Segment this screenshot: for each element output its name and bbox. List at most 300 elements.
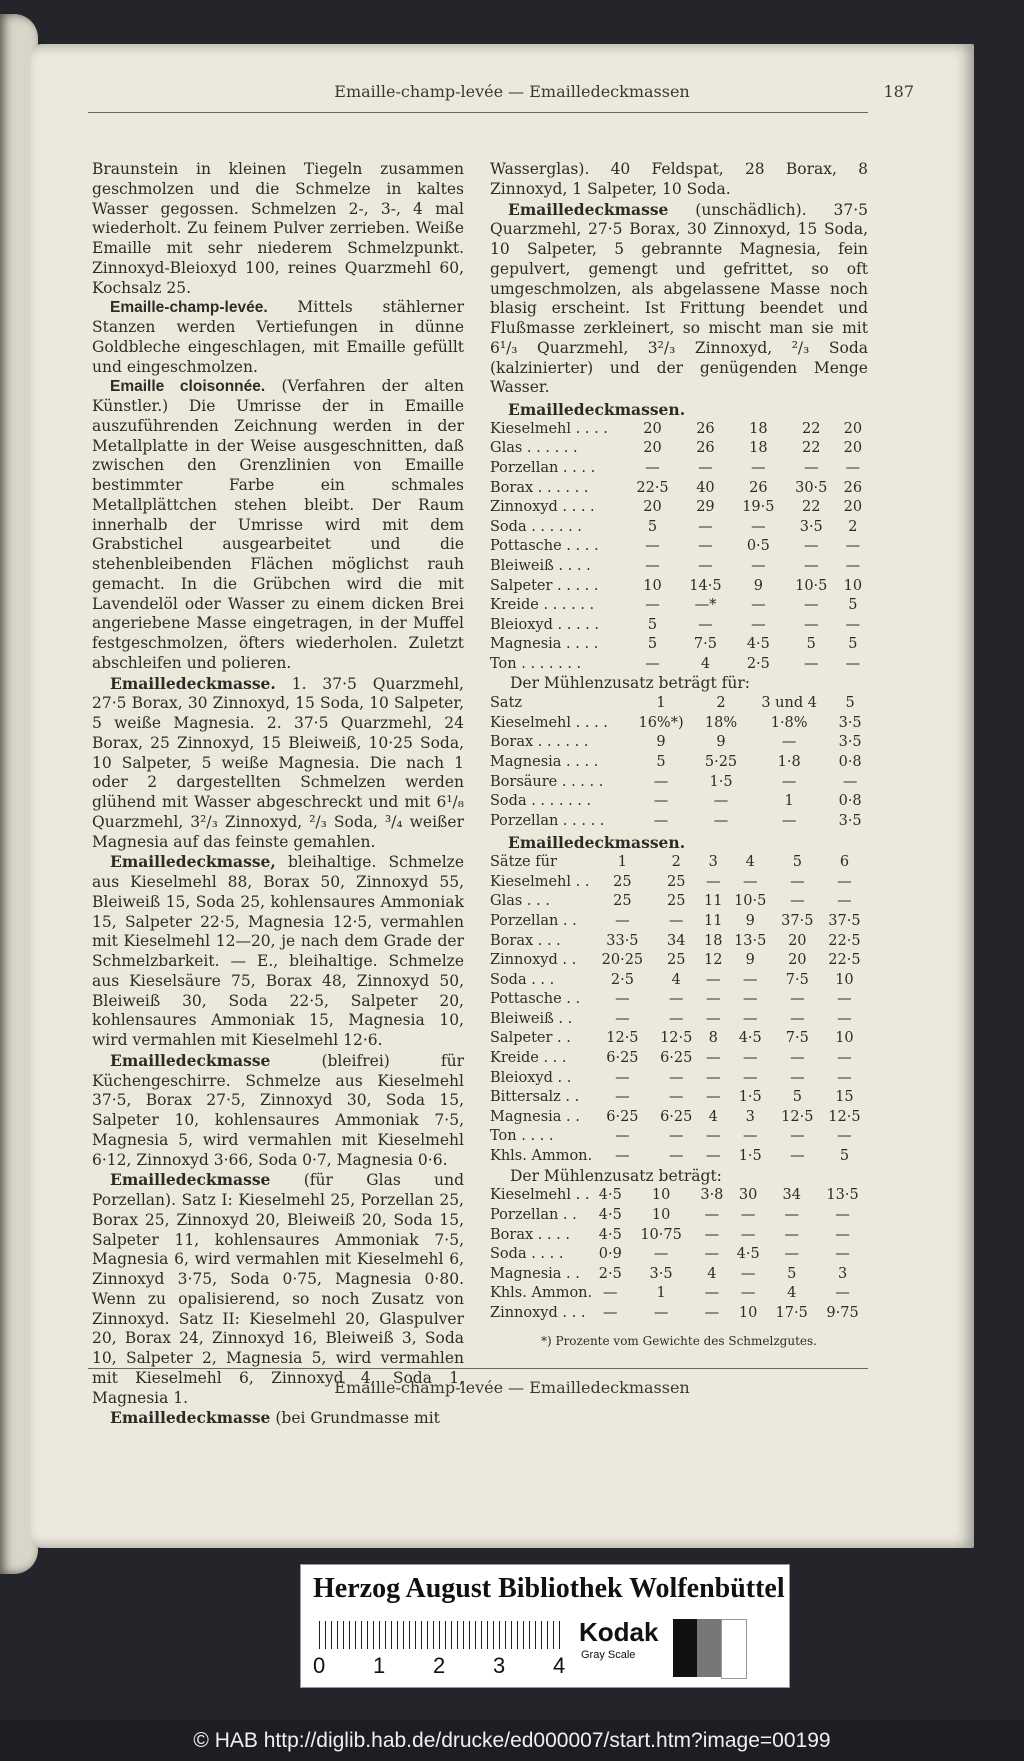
table-row: [490, 498, 868, 518]
table-cell: 2·5: [598, 1265, 622, 1282]
table-cell: 3·5: [799, 518, 823, 535]
row-label: Soda . . . . . .: [490, 518, 582, 535]
table-row: [490, 1265, 868, 1285]
table-cell: —: [742, 873, 758, 890]
table-cell: 12·5: [660, 1030, 693, 1047]
table-cell: —: [668, 1089, 684, 1106]
table-cell: —: [790, 873, 805, 890]
entry-heading: Emaille cloisonnée.: [110, 378, 266, 396]
table-cell: 2·5: [610, 971, 634, 988]
table-cell: 26: [696, 420, 715, 437]
table-cell: 25: [613, 893, 632, 910]
header-cell: 5: [845, 695, 855, 712]
entry-heading: Emailledeckmasse.: [110, 673, 276, 693]
table-cell: 0·9: [598, 1246, 622, 1263]
entry-text: (für Glas und Porzellan). Satz I: Kieselmehl 25, Porzellan 25, Borax 25, Zinnoxyd 20, Bleiweiß 20, Soda 15, Salpeter 11, kohlensaures Ammoniak 7·5, Magnesia 6, wird vermahlen mit Kieselmehl 6, Zinnoxyd 3·75, Soda 0·75, Magnesia 0·80. Wenn zu opalisierend, so noch Zusatz von Zinnoxyd. Satz II: Kieselmehl 20, Glaspulver 20, Borax 24, Zinnoxyd 16, Bleiweiß 3, Soda 10, Salpeter 2, Magnesia 5, wird vermahlen mit Kieselmehl 6, Zinnoxyd 4, Soda 1, Magnesia 1.: [92, 1171, 464, 1407]
library-name: Herzog August Bibliothek Wolfenbüttel: [313, 1573, 785, 1604]
row-label: Zinnoxyd . . .: [490, 1304, 586, 1321]
gray-patch-white: [721, 1619, 747, 1679]
table-cell: 8: [708, 1030, 718, 1047]
table-cell: 4: [707, 1265, 717, 1282]
table-header-row: [490, 853, 868, 873]
mill-label: Der Mühlenzusatz beträgt für:: [510, 674, 750, 693]
table-row: [490, 951, 868, 971]
row-label: Magnesia . . . .: [490, 636, 599, 653]
table-cell: —: [615, 912, 630, 929]
table-cell: 3·5: [838, 734, 862, 751]
table-cell: 10: [835, 1030, 854, 1047]
table-cell: 17·5: [775, 1304, 808, 1321]
paragraph: [92, 674, 464, 853]
table-cell: 26: [696, 440, 715, 457]
table-cell: 0·8: [838, 754, 862, 770]
header-cell: 1: [617, 854, 628, 871]
gray-patch-black: [673, 1619, 697, 1677]
entry-text: (bei Grundmasse mit: [275, 1409, 440, 1428]
row-label: Pottasche . .: [490, 991, 581, 1008]
table-cell: 25: [666, 952, 686, 969]
table-cell: 18: [749, 440, 768, 457]
table-cell: —: [653, 793, 669, 810]
table-cell: 20: [643, 440, 662, 457]
table-cell: 4·5: [736, 1246, 760, 1263]
table-cell: —: [704, 1226, 720, 1243]
row-label: Ton . . . .: [490, 1128, 554, 1145]
table-cell: —: [845, 616, 861, 633]
table-cell: 5: [647, 518, 658, 535]
kodak-logo: Kodak: [579, 1617, 659, 1647]
left-page-margin-text: [0, 120, 30, 1380]
table-cell: 10: [843, 577, 863, 594]
right-column: [490, 160, 868, 1351]
table-cell: 3: [745, 1108, 755, 1125]
table-cell: —: [705, 991, 721, 1008]
table-cell: —: [668, 1148, 684, 1165]
table-cell: —: [740, 1226, 756, 1243]
table-cell: —: [704, 1285, 720, 1302]
table-cell: —: [790, 1069, 805, 1086]
row-label: Zinnoxyd . . . .: [490, 499, 595, 516]
row-label: Porzellan . . . . .: [490, 812, 605, 829]
table-row: [490, 812, 868, 832]
table-cell: 14·5: [689, 577, 722, 594]
table-row: [490, 753, 868, 773]
table-row: [490, 1226, 868, 1246]
table-cell: 2: [848, 518, 858, 535]
table-cell: —: [784, 1226, 799, 1243]
paragraph: [92, 377, 464, 673]
table-cell: —: [790, 1148, 805, 1165]
table-cell: 10: [651, 1206, 671, 1223]
table-cell: 4: [671, 971, 681, 988]
table-cell: 9·75: [826, 1304, 859, 1321]
table-row: [490, 596, 868, 616]
table-cell: 20·25: [601, 952, 644, 969]
ruler-number: 0: [313, 1653, 326, 1678]
table-cell: 11: [703, 912, 723, 929]
row-label: Kieselmehl . . . .: [490, 714, 608, 731]
row-label: Magnesia . .: [490, 1265, 580, 1282]
table-cell: —: [740, 1285, 756, 1302]
table-cell: —: [790, 1050, 805, 1067]
table-cell: —: [751, 459, 766, 476]
table-cell: —: [653, 1304, 669, 1321]
table-cell: —: [842, 773, 858, 790]
row-label: Borax . . . . . .: [490, 734, 589, 751]
table-cell: 34: [782, 1187, 801, 1204]
table-cell: 9: [716, 734, 726, 751]
table-cell: —: [705, 1069, 721, 1086]
table-cell: —: [835, 1226, 850, 1243]
mill-label: Der Mühlenzusatz beträgt:: [510, 1166, 722, 1185]
table-cell: —: [837, 1069, 852, 1086]
table-cell: —: [668, 912, 684, 929]
table-row: [490, 1284, 868, 1304]
table-cell: —: [653, 773, 669, 790]
row-label: Kreide . . .: [490, 1050, 567, 1067]
head-rule: [88, 112, 868, 113]
table-cell: —: [705, 1128, 721, 1145]
paragraph: [92, 852, 464, 1051]
table-cell: —: [698, 459, 713, 476]
ruler-number: 4: [553, 1653, 566, 1678]
table-row: [490, 792, 868, 812]
table-cell: 11: [703, 893, 723, 910]
table-row: [490, 537, 868, 557]
table-cell: 9: [656, 734, 666, 751]
table-row: [490, 1206, 868, 1226]
table-cell: 22: [802, 420, 821, 437]
recipe-table: [490, 420, 868, 675]
table-cell: —: [704, 1206, 720, 1223]
table-cell: —: [615, 1069, 630, 1086]
table-cell: 13·5: [734, 932, 767, 949]
table-cell: 1·5: [738, 1089, 762, 1106]
table-cell: 1: [656, 1285, 666, 1302]
table-cell: 5: [656, 754, 666, 770]
table-cell: 4: [700, 655, 711, 672]
table-cell: —: [781, 773, 797, 790]
row-label: Borax . . . .: [490, 1226, 571, 1243]
table-row: [490, 616, 868, 636]
recipe-table: [490, 694, 868, 831]
recipe-table: [490, 853, 868, 1167]
table-row: [490, 1049, 868, 1069]
ruler-number: 3: [493, 1653, 506, 1678]
table-cell: —: [645, 597, 660, 614]
table-cell: 20: [643, 499, 662, 516]
table-row: [490, 1069, 868, 1089]
table-row: [490, 892, 868, 912]
table-cell: —: [845, 655, 861, 672]
table-cell: 13·5: [826, 1187, 859, 1204]
table-cell: —: [837, 991, 852, 1008]
table-cell: 3·5: [649, 1265, 673, 1282]
table-cell: 40: [696, 479, 715, 496]
table-cell: 0·5: [746, 538, 770, 555]
table-row: [490, 439, 868, 459]
gray-patch-mid: [697, 1619, 721, 1677]
table-cell: —: [645, 538, 660, 555]
table-row: [490, 971, 868, 991]
entry-text: 1. 37·5 Quarzmehl, 27·5 Borax, 30 Zinnoxyd, 15 Soda, 10 Salpeter, 5 weiße Magnesia. 2. 37·5 Quarzmehl, 24 Borax, 25 Zinnoxyd, 15 Bleiweiß, 10·25 Soda, 10 Salpeter, 5 weiße Magnesia. Die nach 1 oder 2 dargestellten Schmelzen werden glühend mit Wasser abgeschreckt und mit 6¹/₈ Quarzmehl, 3²/₃ Zinnoxyd, ²/₃ Soda, ³/₄ weißer Magnesia auf das feinste gemahlen.: [92, 674, 464, 851]
table-cell: 20: [843, 499, 863, 516]
table-cell: 9: [753, 577, 763, 594]
table-cell: —: [804, 459, 819, 476]
table-row: [490, 635, 868, 655]
header-cell: Sätze für: [490, 854, 557, 871]
table-row: [490, 1186, 868, 1206]
table-cell: 4·5: [598, 1206, 622, 1223]
row-label: Kieselmehl . .: [490, 1187, 590, 1204]
table-cell: 5: [848, 597, 858, 614]
table-cell: 3·5: [838, 812, 862, 829]
table-cell: —: [837, 1010, 852, 1027]
table-cell: —: [837, 1050, 852, 1067]
header-cell: 2: [671, 854, 681, 871]
table-cell: —: [704, 1304, 720, 1321]
entry-heading: Emaille-champ-levée.: [110, 299, 268, 317]
table-cell: 2·5: [746, 655, 770, 672]
table-cell: 3·5: [838, 714, 862, 731]
table-cell: 20: [788, 952, 807, 969]
table-cell: —: [837, 1128, 852, 1145]
table-cell: —: [804, 557, 819, 574]
paragraph: [490, 200, 868, 399]
table-cell: 12: [703, 952, 723, 969]
table-heading: Emailledeckmassen.: [508, 833, 686, 853]
table-cell: 18%: [704, 714, 738, 731]
table-cell: —: [713, 812, 729, 829]
row-label: Salpeter . . . . .: [490, 577, 599, 594]
table-cell: 5·25: [704, 754, 738, 770]
table-cell: —: [804, 538, 819, 555]
table-cell: 6·25: [660, 1050, 693, 1067]
table-row: [490, 479, 868, 499]
table-cell: —: [705, 1089, 721, 1106]
row-label: Kieselmehl . .: [490, 873, 590, 890]
entry-text: (bleifrei) für Küchengeschirre. Schmelze aus Kieselmehl 37·5, Borax 27·5, Zinnoxyd 30, Soda 15, Salpeter 10, kohlensaures Ammoniak 7·5, Magnesia 5, wird vermahlen mit Kieselmehl 6·12, Zinnoxyd 3·66, Soda 0·7, Magnesia 0·6.: [92, 1051, 464, 1169]
table-cell: 7·5: [785, 971, 809, 988]
table-cell: —: [615, 1010, 630, 1027]
table-cell: 4·5: [738, 1030, 762, 1047]
row-label: Khls. Ammon.: [490, 1148, 593, 1165]
table-cell: —: [603, 1285, 618, 1302]
table-cell: 10: [651, 1187, 671, 1204]
table-cell: —: [615, 1089, 630, 1106]
table-cell: 26: [749, 479, 768, 496]
table-cell: —: [781, 812, 797, 829]
running-head: [0, 82, 1024, 106]
table-row: [490, 1147, 868, 1167]
table-cell: —: [653, 812, 669, 829]
row-label: Kreide . . . . . .: [490, 597, 595, 614]
table-cell: 25: [613, 873, 632, 890]
table-cell: 10: [835, 971, 854, 988]
table-cell: 22: [802, 499, 821, 516]
table-row: [490, 459, 868, 479]
footnote: *) Prozente vom Gewichte des Schmelzgutes.: [541, 1333, 817, 1348]
table-cell: —: [837, 893, 852, 910]
table-cell: 20: [843, 420, 863, 437]
table-cell: —: [705, 873, 721, 890]
table-cell: —: [835, 1285, 850, 1302]
row-label: Ton . . . . . . .: [490, 655, 582, 672]
table-cell: 19·5: [742, 499, 775, 516]
row-label: Porzellan . .: [490, 912, 577, 929]
table-cell: 12·5: [828, 1108, 861, 1125]
table-cell: 10·75: [640, 1226, 682, 1243]
header-cell: 2: [716, 695, 726, 712]
paragraph: Wasserglas). 40 Feldspat, 28 Borax, 8 Zinnoxyd, 1 Salpeter, 10 Soda.: [490, 160, 868, 198]
table-cell: —: [845, 557, 861, 574]
row-label: Zinnoxyd . .: [490, 952, 577, 969]
table-cell: —: [751, 616, 766, 633]
table-cell: 6·25: [660, 1108, 693, 1125]
table-row: [490, 773, 868, 793]
row-label: Kieselmehl . . . .: [490, 420, 608, 437]
table-row: [490, 1108, 868, 1128]
foot-rule: [88, 1368, 868, 1369]
table-cell: 22·5: [636, 479, 669, 496]
table-cell: 37·5: [828, 912, 861, 929]
table-cell: —: [781, 734, 797, 751]
table-cell: 30·5: [795, 479, 828, 496]
paragraph: [92, 1408, 464, 1429]
entry-heading: Emailledeckmasse,: [110, 852, 276, 872]
table-cell: —: [705, 971, 721, 988]
table-row: [490, 1245, 868, 1265]
row-label: Borsäure . . . . .: [490, 773, 604, 790]
table-cell: —: [668, 1010, 684, 1027]
row-label: Bittersalz . .: [490, 1089, 580, 1106]
header-cell: 3 und 4: [761, 695, 817, 712]
table-cell: 10·5: [734, 893, 767, 910]
table-cell: —: [845, 538, 861, 555]
entry-heading: Emailledeckmasse: [110, 1170, 271, 1190]
ruler-number: 2: [433, 1653, 446, 1678]
table-cell: —: [790, 1010, 805, 1027]
page-number: 187: [883, 82, 914, 101]
table-cell: 34: [666, 932, 686, 949]
table-cell: 12·5: [606, 1030, 639, 1047]
table-row: [490, 420, 868, 440]
table-cell: 1·5: [709, 773, 733, 790]
table-cell: 33·5: [606, 932, 639, 949]
table-cell: 5: [787, 1265, 797, 1282]
table-cell: 4·5: [598, 1187, 622, 1204]
row-label: Glas . . . . . .: [490, 440, 578, 457]
table-cell: —: [615, 1148, 630, 1165]
table-row: [490, 655, 868, 675]
table-cell: —: [615, 1128, 630, 1145]
table-cell: 6·25: [606, 1108, 639, 1125]
table-cell: 7·5: [693, 636, 717, 653]
table-cell: —: [705, 1148, 721, 1165]
table-cell: 5: [806, 636, 816, 653]
header-cell: 5: [792, 854, 802, 871]
table-cell: —: [742, 971, 758, 988]
table-cell: —: [698, 616, 713, 633]
table-row: [490, 577, 868, 597]
running-head-title: Emaille-champ-levée — Emailledeckmassen: [334, 82, 690, 101]
table-cell: —: [645, 459, 660, 476]
table-cell: —: [740, 1206, 756, 1223]
table-cell: —: [790, 991, 805, 1008]
table-row: [490, 557, 868, 577]
table-cell: —: [790, 1128, 805, 1145]
table-cell: —: [704, 1246, 720, 1263]
table-cell: —: [705, 1010, 721, 1027]
table-cell: —: [698, 518, 713, 535]
row-label: Borax . . . . . .: [490, 479, 589, 496]
table-cell: 5: [839, 1148, 850, 1165]
table-cell: 25: [666, 873, 686, 890]
table-cell: 12·5: [781, 1108, 814, 1125]
table-row: [490, 1010, 868, 1030]
table-cell: —: [784, 1246, 799, 1263]
table-row: [490, 1029, 868, 1049]
row-label: Pottasche . . . .: [490, 538, 599, 555]
row-label: Soda . . .: [490, 971, 555, 988]
table-cell: —: [742, 1069, 758, 1086]
table-cell: —: [790, 893, 805, 910]
table-cell: —: [603, 1304, 618, 1321]
row-label: Soda . . . . . . .: [490, 793, 592, 810]
header-cell: 6: [839, 854, 850, 871]
entry-text: bleihaltige. Schmelze aus Kieselmehl 88, Borax 50, Zinnoxyd 55, Bleiweiß 15, Soda 25, kohlensaures Ammoniak 15, Salpeter 22·5, Magnesia 12·5, vermahlen mit Kieselmehl 12—20, je nach dem Grade der Schmelzbarkeit. — E., bleihaltige. Schmelze aus Kieselsäure 75, Borax 48, Zinnoxyd 50, Bleiweiß 30, Soda 22·5, Salpeter 20, kohlensaures Ammoniak 15, Magnesia 10, wird vermahlen mit Kieselmehl 12·6.: [92, 853, 464, 1049]
table-cell: 22: [802, 440, 821, 457]
table-row: [490, 1127, 868, 1147]
row-label: Porzellan . . . .: [490, 459, 596, 476]
entry-text: (unschädlich). 37·5 Quarzmehl, 27·5 Borax, 30 Zinnoxyd, 15 Soda, 10 Salpeter, 5 gebrannte Magnesia, fein gepulvert, gemengt und gefrittet, so oft umgeschmolzen, als abgelassene Masse noch blasig erscheint. Ist Frittung beendet und Flußmasse zerkleinert, so mischt man sie mit 6¹/₃ Quarzmehl, 3²/₃ Zinnoxyd, ²/₃ Soda (kalzinierter) und der genügenden Menge Wasser.: [490, 200, 868, 397]
table-cell: 7·5: [785, 1030, 809, 1047]
table-cell: —: [742, 1128, 758, 1145]
table-cell: 26: [843, 479, 863, 496]
table-cell: 4: [708, 1108, 718, 1125]
table-cell: —: [645, 557, 660, 574]
left-column: [92, 160, 464, 1429]
entry-heading: Emailledeckmasse: [110, 1408, 271, 1428]
copyright-link[interactable]: © HAB http://diglib.hab.de/drucke/ed000007/start.htm?image=00199: [0, 1720, 1024, 1761]
header-cell: 3: [708, 854, 718, 871]
table-cell: 5: [647, 616, 658, 633]
table-cell: 18: [749, 420, 768, 437]
row-label: Soda . . . .: [490, 1246, 564, 1263]
table-row: [490, 873, 868, 893]
table-cell: 6·25: [606, 1050, 639, 1067]
table-cell: —: [668, 1069, 684, 1086]
entry-heading: Emailledeckmasse: [110, 1050, 271, 1070]
table-cell: 20: [843, 440, 863, 457]
table-cell: 22·5: [828, 932, 861, 949]
ruler-scale: [319, 1621, 564, 1649]
row-label: Magnesia . . . .: [490, 754, 599, 770]
table-heading: Emailledeckmassen.: [508, 400, 686, 419]
table-cell: —: [615, 991, 630, 1008]
table-cell: 20: [643, 420, 662, 437]
row-label: Bleioxyd . . . . .: [490, 616, 599, 633]
table-row: [490, 1304, 868, 1324]
table-cell: 5: [848, 636, 858, 653]
paragraph: [92, 298, 464, 377]
table-row: [490, 932, 868, 952]
table-row: [490, 912, 868, 932]
row-label: Bleioxyd . .: [490, 1069, 572, 1086]
table-cell: 3: [837, 1265, 848, 1282]
table-cell: 4: [787, 1285, 797, 1302]
recipe-table: [490, 1186, 868, 1323]
